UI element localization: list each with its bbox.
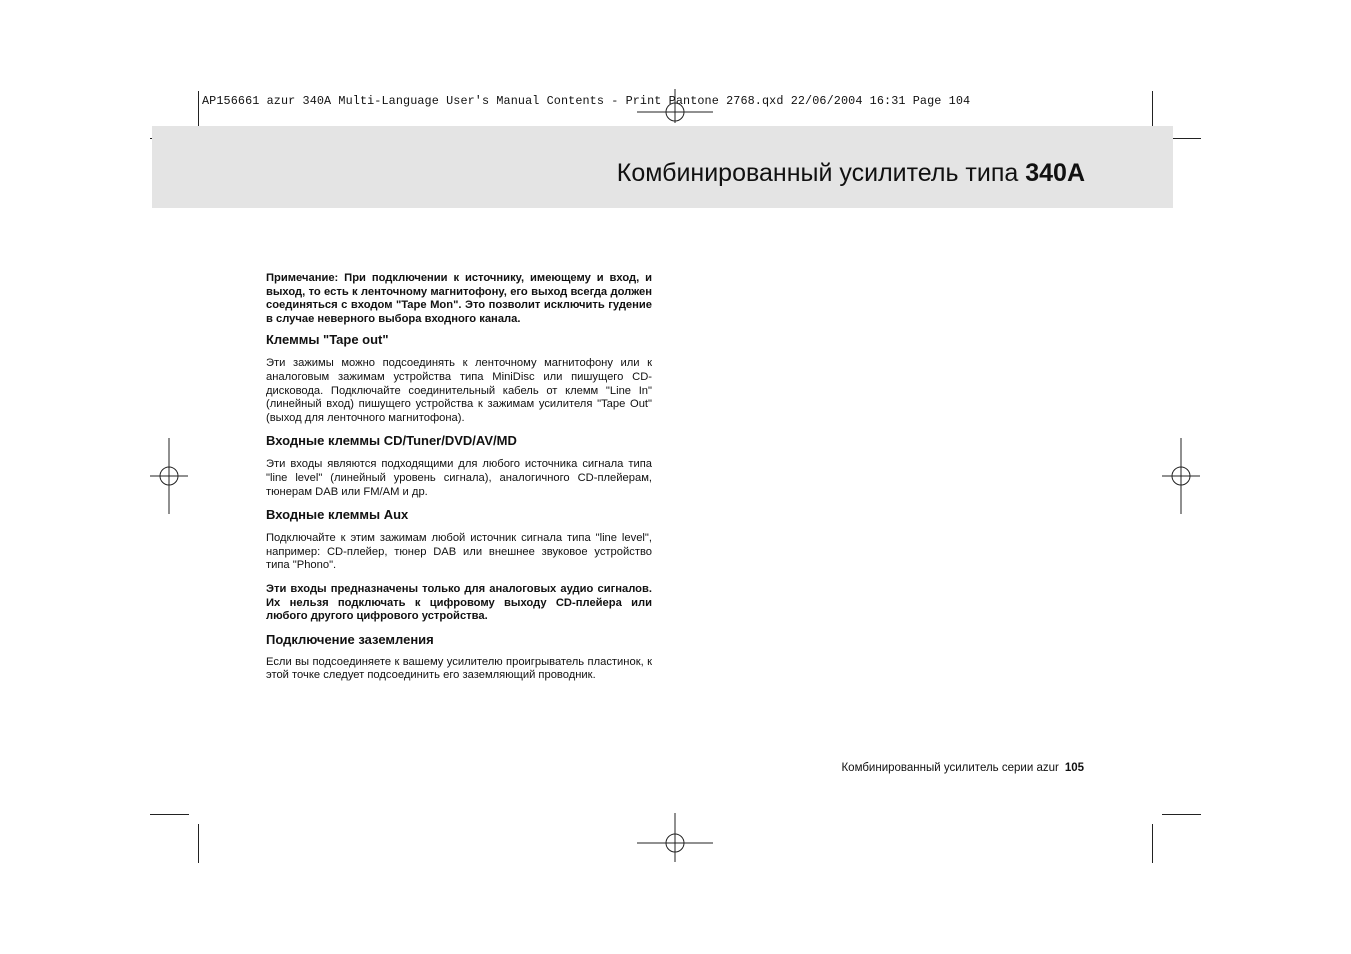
header-band (152, 126, 1173, 208)
section-body-aux-inputs: Подключайте к этим зажимам любой источник сигнала типа "line level", например: CD-плейер, тюнер DAB или внешнее звуковое устройство типа "Phono". (266, 532, 652, 572)
section-heading-tape-out: Клеммы "Tape out" (266, 332, 389, 348)
crop-mark-bottom-left-horizontal (150, 814, 189, 815)
crop-mark-bottom-left-vertical (198, 824, 199, 863)
content-column (266, 272, 652, 683)
section-body-cd-inputs: Эти входы являются подходящими для любого источника сигнала типа "line level" (линейный уровень сигнала), аналогичного CD-плейерам, тюнерам DAB или FM/AM и др. (266, 458, 652, 498)
aux-warning-paragraph: Эти входы предназначены только для аналоговых аудио сигналов. Их нельзя подключать к цифровому выходу CD-плейера или любого другого цифрового устройства. (266, 582, 652, 623)
page-footer (841, 762, 1084, 774)
crop-mark-bottom-right-horizontal (1162, 814, 1201, 815)
crop-mark-bottom-right-vertical (1152, 824, 1153, 863)
section-body-grounding: Если вы подсоединяете к вашему усилителю проигрыватель пластинок, к этой точке следует подсоединить его заземляющий проводник. (266, 655, 652, 682)
page-title (617, 159, 1085, 188)
registration-mark-top-icon (660, 97, 690, 127)
page-number: 105 (1064, 762, 1084, 774)
section-body-tape-out: Эти зажимы можно подсоединять к ленточному магнитофону или к аналоговым зажимам устройства типа MiniDisc или пишущего CD-дисковода. Подключайте соединительный кабель от клемм "Line In" (линейный вход) пишущего устройства к зажимам усилителя "Tape Out" (выход для ленточного магнитофона). (266, 357, 652, 424)
crop-mark-top-left-vertical (198, 91, 199, 130)
registration-mark-bottom-icon (660, 828, 690, 858)
note-paragraph: Примечание: При подключении к источнику, имеющему и вход, и выход, то есть к ленточному магнитофону, его выход всегда должен соединяться с входом "Tape Mon". Это позволит исключить гудение в случае неверного выбора входного канала. (266, 272, 652, 325)
section-heading-grounding: Подключение заземления (266, 631, 434, 647)
print-slug-line: AP156661 azur 340A Multi-Language User's Manual Contents - Print Pantone 2768.qxd 22/06/2004 16:31 Page 104 (202, 94, 971, 108)
registration-mark-left-icon (154, 461, 184, 491)
page-title-text: Комбинированный усилитель типа (616, 159, 1026, 187)
page-title-model: 340A (1025, 159, 1085, 187)
footer-text: Комбинированный усилитель серии azur (841, 762, 1059, 774)
section-heading-aux-inputs: Входные клеммы Aux (266, 507, 409, 523)
crop-mark-top-right-vertical (1152, 91, 1153, 130)
section-heading-cd-inputs: Входные клеммы CD/Tuner/DVD/AV/MD (266, 433, 517, 449)
registration-mark-right-icon (1166, 461, 1196, 491)
